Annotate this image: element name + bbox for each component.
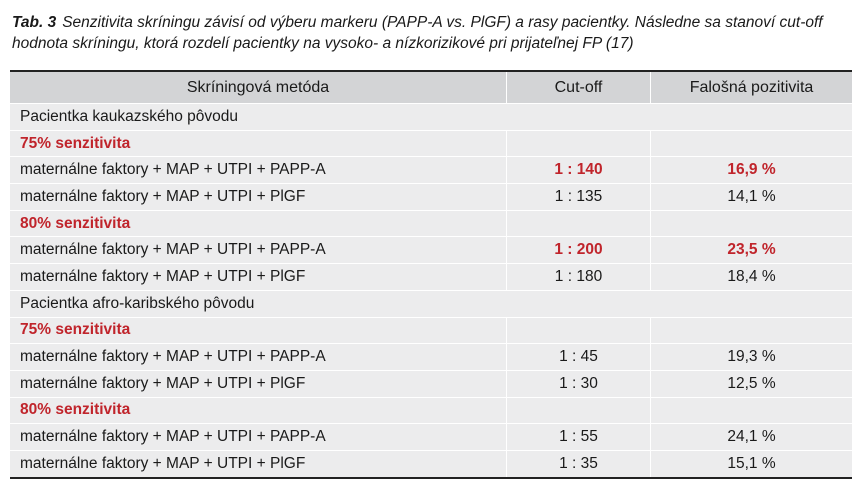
table-row	[10, 184, 852, 211]
sensitivity-row	[10, 318, 852, 345]
cutoff-cell: 1 : 135	[506, 184, 650, 210]
method-cell: maternálne faktory + MAP + UTPI + PlGF	[20, 267, 306, 285]
cutoff-cell: 1 : 200	[506, 237, 650, 263]
table-row	[10, 237, 852, 264]
group-row-caucasian	[10, 104, 852, 131]
sensitivity-label: 80% senzitivita	[20, 214, 131, 232]
sensitivity-label: 75% senzitivita	[20, 134, 131, 152]
cutoff-cell: 1 : 35	[506, 451, 650, 477]
cutoff-cell: 1 : 180	[506, 264, 650, 290]
table-label: Tab. 3	[12, 14, 57, 31]
fp-cell: 19,3 %	[650, 344, 852, 370]
group-label: Pacientka kaukazského pôvodu	[20, 107, 239, 125]
table-row	[10, 451, 852, 477]
fp-cell: 16,9 %	[650, 157, 852, 183]
fp-cell: 14,1 %	[650, 184, 852, 210]
table-row	[10, 424, 852, 451]
cutoff-cell: 1 : 45	[506, 344, 650, 370]
method-cell: maternálne faktory + MAP + UTPI + PAPP-A	[20, 241, 326, 259]
table-row	[10, 371, 852, 398]
method-cell: maternálne faktory + MAP + UTPI + PAPP-A	[20, 428, 326, 446]
sensitivity-row	[10, 211, 852, 238]
fp-cell: 15,1 %	[650, 451, 852, 477]
method-cell: maternálne faktory + MAP + UTPI + PlGF	[20, 454, 306, 472]
cutoff-cell: 1 : 140	[506, 157, 650, 183]
group-label: Pacientka afro-karibského pôvodu	[20, 294, 255, 312]
table-caption	[12, 12, 852, 54]
fp-cell: 18,4 %	[650, 264, 852, 290]
cutoff-cell: 1 : 55	[506, 424, 650, 450]
table-row	[10, 264, 852, 291]
sensitivity-row	[10, 131, 852, 158]
method-cell: maternálne faktory + MAP + UTPI + PlGF	[20, 374, 306, 392]
sensitivity-label: 80% senzitivita	[20, 401, 131, 419]
header-cutoff: Cut-off	[506, 72, 650, 103]
screening-table	[10, 70, 852, 479]
method-cell: maternálne faktory + MAP + UTPI + PAPP-A	[20, 161, 326, 179]
method-cell: maternálne faktory + MAP + UTPI + PlGF	[20, 187, 306, 205]
fp-cell: 24,1 %	[650, 424, 852, 450]
table-row	[10, 157, 852, 184]
fp-cell: 12,5 %	[650, 371, 852, 397]
sensitivity-label: 75% senzitivita	[20, 321, 131, 339]
group-row-afro-caribbean	[10, 291, 852, 318]
cutoff-cell: 1 : 30	[506, 371, 650, 397]
header-method: Skríningová metóda	[186, 78, 330, 96]
method-cell: maternálne faktory + MAP + UTPI + PAPP-A	[20, 348, 326, 366]
fp-cell: 23,5 %	[650, 237, 852, 263]
sensitivity-row	[10, 398, 852, 425]
table-header-row	[10, 72, 852, 104]
header-false-positive: Falošná pozitivita	[650, 72, 852, 103]
table-row	[10, 344, 852, 371]
caption-text: Senzitivita skríningu závisí od výberu markeru (PAPP-A vs. PlGF) a rasy pacientky. Následne sa stanoví cut-off hodnota skríningu, ktorá rozdelí pacientky na vysoko- a nízkorizikové pri prijateľnej FP (17)	[12, 14, 823, 52]
